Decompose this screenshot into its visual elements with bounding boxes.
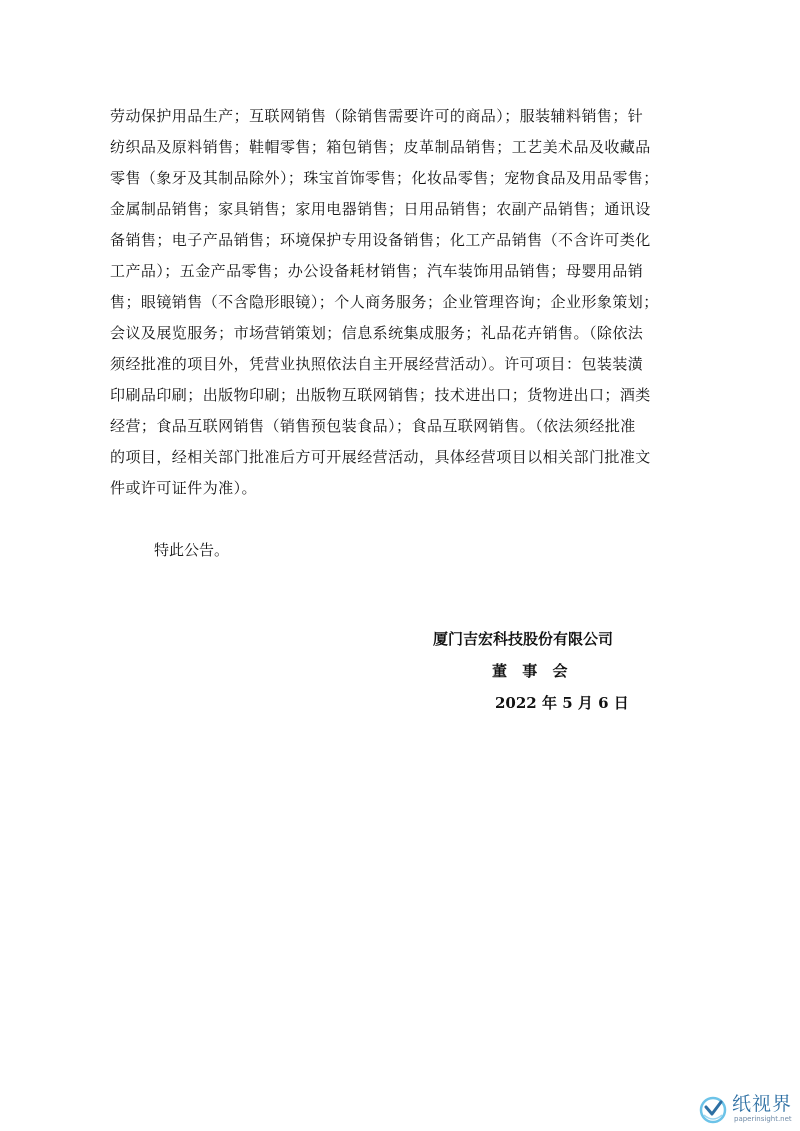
signature-date: 2022 年 5 月 6 日 (495, 694, 629, 712)
body-line: 零售（象牙及其制品除外）；珠宝首饰零售；化妆品零售；宠物食品及用品零售； (110, 169, 659, 187)
signature-company: 厦门吉宏科技股份有限公司 (433, 630, 614, 648)
paperinsight-watermark (698, 1093, 796, 1127)
body-line: 工产品）；五金产品零售；办公设备耗材销售；汽车装饰用品销售；母婴用品销 (110, 262, 644, 280)
watermark-name: 纸视界 (732, 1093, 793, 1115)
body-line: 备销售；电子产品销售；环境保护专用设备销售；化工产品销售（不含许可类化 (110, 231, 651, 249)
signature-board: 董 事 会 (492, 662, 573, 680)
body-line: 件或许可证件为准）。 (110, 479, 258, 497)
body-line: 经营；食品互联网销售（销售预包装食品）；食品互联网销售。（依法须经批准 (110, 417, 636, 435)
watermark-url: paperinsight.net (734, 1115, 792, 1123)
body-line: 须经批准的项目外，凭营业执照依法自主开展经营活动）。许可项目：包装装潢 (110, 355, 644, 373)
body-line: 会议及展览服务；市场营销策划；信息系统集成服务；礼品花卉销售。（除依法 (110, 324, 644, 342)
body-line: 的项目，经相关部门批准后方可开展经营活动，具体经营项目以相关部门批准文 (110, 448, 651, 466)
body-line: 纺织品及原料销售；鞋帽零售；箱包销售；皮革制品销售；工艺美术品及收藏品 (110, 138, 651, 156)
closing-remark: 特此公告。 (154, 541, 230, 559)
body-line: 劳动保护用品生产；互联网销售（除销售需要许可的商品）；服装辅料销售；针 (110, 107, 644, 125)
body-line: 印刷品印刷；出版物印刷；出版物互联网销售；技术进出口；货物进出口；酒类 (110, 386, 651, 404)
body-line: 金属制品销售；家具销售；家用电器销售；日用品销售；农副产品销售；通讯设 (110, 200, 651, 218)
paperinsight-logo-icon (698, 1095, 728, 1125)
body-line: 售；眼镜销售（不含隐形眼镜）；个人商务服务；企业管理咨询；企业形象策划； (110, 293, 659, 311)
announcement-body (110, 101, 690, 504)
